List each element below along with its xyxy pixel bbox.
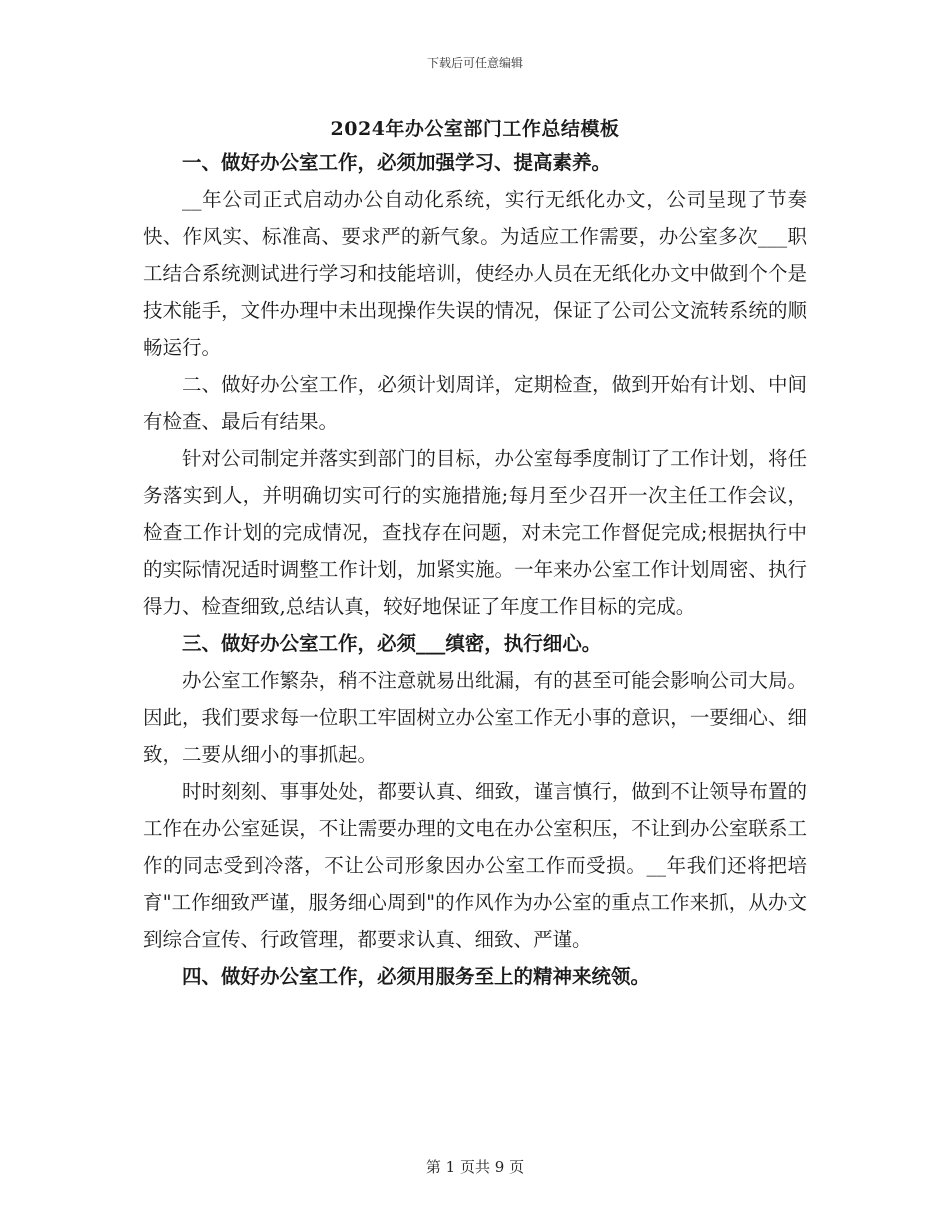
section-heading-4: 四、做好办公室工作，必须用服务至上的精神来统领。 (182, 965, 651, 988)
section-heading-3: 三、做好办公室工作，必须___缜密，执行细心。 (182, 632, 602, 655)
section-heading-2: 二、做好办公室工作，必须计划周详，定期检查，做到开始有计划、中间有检查、最后有结果。 (143, 373, 807, 433)
paragraph: __年公司正式启动办公自动化系统，实行无纸化办文，公司呈现了节奏快、作风实、标准高、要求严的新气象。为适应工作需要，办公室多次___职工结合系统测试进行学习和技能培训，使经办人员在无纸化办文中做到个个是技术能手，文件办理中未出现操作失误的情况，保证了公司公文流转系统的顺畅运行。 (143, 188, 807, 359)
paragraph: 时时刻刻、事事处处，都要认真、细致，谨言慎行，做到不让领导布置的工作在办公室延误，不让需要办理的文电在办公室积压，不让到办公室联系工作的同志受到冷落，不让公司形象因办公室工作而受损。__年我们还将把培育"工作细致严谨，服务细心周到"的作风作为办公室的重点工作来抓，从办文到综合宣传、行政管理，都要求认真、细致、严谨。 (143, 780, 807, 951)
document-title: 2024年办公室部门工作总结模板 (330, 118, 620, 140)
paragraph: 针对公司制定并落实到部门的目标，办公室每季度制订了工作计划，将任务落实到人，并明确切实可行的实施措施;每月至少召开一次主任工作会议，检查工作计划的完成情况，查找存在问题，对未完工作督促完成;根据执行中的实际情况适时调整工作计划，加紧实施。一年来办公室工作计划周密、执行得力、检查细致,总结认真，较好地保证了年度工作目标的完成。 (143, 447, 807, 618)
header-note: 下载后可任意编辑 (426, 56, 523, 70)
paragraph: 办公室工作繁杂，稍不注意就易出纰漏，有的甚至可能会影响公司大局。因此，我们要求每一位职工牢固树立办公室工作无小事的意识，一要细心、细致，二要从细小的事抓起。 (143, 669, 807, 766)
document-body (143, 144, 807, 995)
section-heading-1: 一、做好办公室工作，必须加强学习、提高素养。 (182, 151, 612, 174)
page-number: 第 1 页共 9 页 (425, 1158, 525, 1176)
